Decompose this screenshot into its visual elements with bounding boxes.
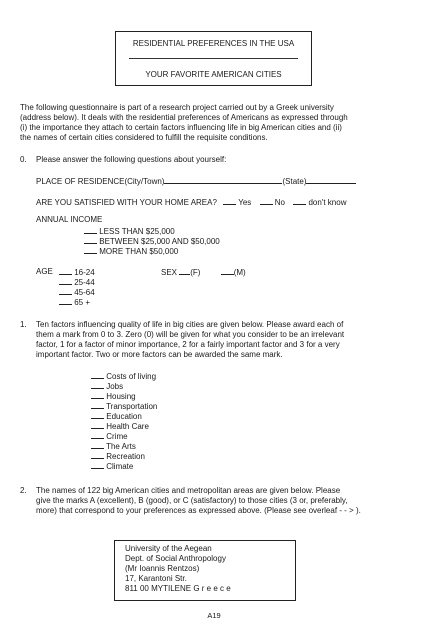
age-option-label: 45-64 (74, 288, 95, 297)
state-label: (State) (282, 177, 307, 186)
income-field[interactable] (84, 226, 97, 234)
no-label: No (274, 198, 285, 207)
intro-line-1: The following questionnaire is part of a research project carried out by a Greek university (20, 103, 334, 112)
sex-row (161, 267, 246, 278)
sex-f-field[interactable] (179, 267, 190, 275)
factor-field[interactable] (91, 431, 104, 439)
factor-label: Education (106, 412, 142, 421)
age-option (59, 297, 90, 308)
state-field[interactable] (306, 176, 356, 184)
section-1-line-2: them a mark from 0 to 3. Zero (0) will be given for what you consider to be an irrelevant (36, 330, 345, 339)
survey-subtitle: YOUR FAVORITE AMERICAN CITIES (145, 70, 282, 79)
age-field[interactable] (59, 277, 72, 285)
section-1-line-1: Ten factors influencing quality of life in big cities are given below. Please award each of (36, 320, 344, 329)
intro-line-3: (i) the importance they attach to certain factors influencing life in big American cities and (ii) (20, 123, 342, 132)
factor-field[interactable] (91, 441, 104, 449)
sex-f-label: (F) (190, 268, 201, 277)
factor-field[interactable] (91, 381, 104, 389)
factor-item (91, 391, 136, 402)
survey-title: RESIDENTIAL PREFERENCES IN THE USA (132, 39, 295, 48)
factor-label: Costs of living (106, 372, 157, 381)
age-option (59, 267, 95, 278)
factor-label: Transportation (106, 402, 158, 411)
section-1-number: 1. (20, 320, 27, 329)
income-option (84, 246, 178, 257)
page-number: A19 (207, 611, 221, 620)
factor-field[interactable] (91, 411, 104, 419)
age-field[interactable] (59, 287, 72, 295)
factor-item (91, 401, 157, 412)
address-line: (Mr Ioannis Rentzos) (125, 564, 200, 573)
section-2-line-3: more) that correspond to your preferences as expressed above. (Please see overleaf - - > ). (36, 506, 361, 515)
income-field[interactable] (84, 246, 97, 254)
factor-label: Climate (106, 462, 134, 471)
no-field[interactable] (260, 197, 273, 205)
age-label: AGE (36, 267, 53, 276)
income-option-label: BETWEEN $25,000 AND $50,000 (99, 237, 220, 246)
section-2-number: 2. (20, 486, 27, 495)
factor-field[interactable] (91, 421, 104, 429)
factor-label: Crime (106, 432, 128, 441)
address-line: Dept. of Social Anthropology (125, 554, 226, 563)
address-line: 17, Karantoni Str. (125, 574, 187, 583)
factor-label: Jobs (106, 382, 124, 391)
residence-label: PLACE OF RESIDENCE(City/Town) (36, 177, 165, 186)
residence-row (36, 176, 356, 187)
dont-know-field[interactable] (293, 197, 306, 205)
factor-item (91, 441, 136, 452)
sex-label: SEX (161, 268, 178, 277)
factor-item (91, 461, 133, 472)
factor-field[interactable] (91, 461, 104, 469)
factor-item (91, 411, 142, 422)
factor-label: Recreation (106, 452, 145, 461)
factor-item (91, 431, 128, 442)
section-1-line-4: important factor. Two or more factors can be awarded the same mark. (36, 350, 283, 359)
income-option (84, 236, 220, 247)
section-0-number: 0. (20, 155, 27, 164)
address-line: 811 00 MYTILENE G r e e c e (125, 584, 231, 593)
factor-label: Health Care (106, 422, 149, 431)
income-label: ANNUAL INCOME (36, 215, 103, 224)
yes-field[interactable] (223, 197, 236, 205)
satisfied-row (36, 197, 346, 208)
address-box (114, 540, 296, 601)
dont-know-label: don't know (308, 198, 347, 207)
section-1-line-3: factor, 1 for a factor of minor importance, 2 for a fairly important factor and 3 for a very (36, 340, 340, 349)
title-box (115, 31, 312, 86)
sex-m-field[interactable] (221, 267, 234, 275)
residence-field[interactable] (164, 176, 282, 184)
age-option (59, 287, 95, 298)
intro-line-4: the names of certain cities considered to fulfill the requisite conditions. (20, 133, 268, 142)
factor-item (91, 371, 156, 382)
section-0-heading: Please answer the following questions about yourself: (36, 155, 227, 164)
income-option-label: MORE THAN $50,000 (99, 247, 179, 256)
factor-field[interactable] (91, 391, 104, 399)
address-line: University of the Aegean (125, 544, 212, 553)
factor-field[interactable] (91, 451, 104, 459)
factor-item (91, 381, 123, 392)
section-2-line-1: The names of 122 big American cities and metropolitan areas are given below. Please (36, 486, 341, 495)
factor-label: Housing (106, 392, 136, 401)
yes-label: Yes (238, 198, 252, 207)
age-option-label: 16-24 (74, 268, 95, 277)
satisfied-label: ARE YOU SATISFIED WITH YOUR HOME AREA? (36, 198, 217, 207)
age-option (59, 277, 95, 288)
age-field[interactable] (59, 267, 72, 275)
section-2-line-2: give the marks A (excellent), B (good), or C (satisfactory) to those cities (3 or, preferably, (36, 496, 348, 505)
title-divider (129, 58, 298, 59)
factor-label: The Arts (106, 442, 136, 451)
income-field[interactable] (84, 236, 97, 244)
income-option (84, 226, 175, 237)
age-option-label: 25-44 (74, 278, 95, 287)
sex-m-label: (M) (233, 268, 246, 277)
age-option-label: 65 + (74, 298, 91, 307)
factor-item (91, 421, 149, 432)
factor-item (91, 451, 145, 462)
income-option-label: LESS THAN $25,000 (99, 227, 175, 236)
factor-field[interactable] (91, 371, 104, 379)
age-field[interactable] (59, 297, 72, 305)
factor-field[interactable] (91, 401, 104, 409)
intro-line-2: (address below). It deals with the residential preferences of Americans as expressed through (20, 113, 348, 122)
